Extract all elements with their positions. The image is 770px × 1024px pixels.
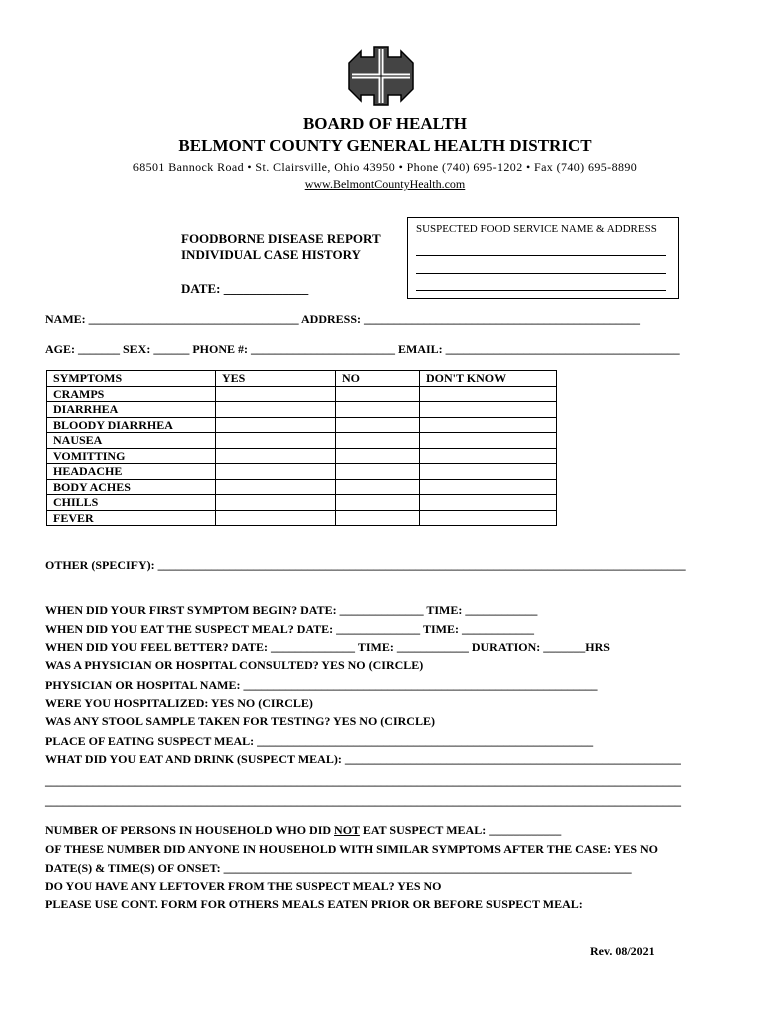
answer-cell[interactable] xyxy=(336,448,420,464)
answer-cell[interactable] xyxy=(336,417,420,433)
table-row xyxy=(47,510,557,526)
column-header: SYMPTOMS xyxy=(47,371,216,387)
answer-cell[interactable] xyxy=(216,495,336,511)
symptom-label: CHILLS xyxy=(47,495,216,511)
suspected-food-service-label: SUSPECTED FOOD SERVICE NAME & ADDRESS xyxy=(416,223,657,235)
column-header: YES xyxy=(216,371,336,387)
answer-cell[interactable] xyxy=(420,402,557,418)
column-header: DON'T KNOW xyxy=(420,371,557,387)
answer-cell[interactable] xyxy=(336,386,420,402)
revision-label: Rev. 08/2021 xyxy=(590,944,655,958)
symptom-label: NAUSEA xyxy=(47,433,216,449)
feel-better-question[interactable]: WHEN DID YOU FEEL BETTER? DATE: ______________ TIME: ____________ DURATION: _______HRS xyxy=(45,640,610,654)
answer-cell[interactable] xyxy=(420,479,557,495)
table-row xyxy=(47,402,557,418)
report-subtitle: INDIVIDUAL CASE HISTORY xyxy=(181,247,361,262)
suspect-meal-time-question[interactable]: WHEN DID YOU EAT THE SUSPECT MEAL? DATE: ______________ TIME: ____________ xyxy=(45,622,534,636)
household-symptoms-question[interactable]: OF THESE NUMBER DID ANYONE IN HOUSEHOLD WITH SIMILAR SYMPTOMS AFTER THE CASE: YES NO xyxy=(45,842,659,856)
place-of-eating-field[interactable]: PLACE OF EATING SUSPECT MEAL: ________________________________________________________ xyxy=(45,734,594,748)
symptom-label: DIARRHEA xyxy=(47,402,216,418)
symptoms-table xyxy=(46,370,557,526)
symptom-label: BODY ACHES xyxy=(47,479,216,495)
table-row xyxy=(47,417,557,433)
column-header: NO xyxy=(336,371,420,387)
answer-cell[interactable] xyxy=(420,510,557,526)
answer-cell[interactable] xyxy=(216,464,336,480)
age-sex-phone-email-field[interactable]: AGE: _______ SEX: ______ PHONE #: ________________________ EMAIL: _______________________________________ xyxy=(45,342,680,356)
not-emphasis: NOT xyxy=(334,823,360,837)
answer-cell[interactable] xyxy=(216,386,336,402)
table-header-row xyxy=(47,371,557,387)
household-not-eat-label: NUMBER OF PERSONS IN HOUSEHOLD WHO DID xyxy=(45,823,335,837)
answer-cell[interactable] xyxy=(420,433,557,449)
symptom-label: CRAMPS xyxy=(47,386,216,402)
district-title: BELMONT COUNTY GENERAL HEALTH DISTRICT xyxy=(178,136,592,155)
answer-cell[interactable] xyxy=(336,464,420,480)
answer-cell[interactable] xyxy=(216,510,336,526)
answer-cell[interactable] xyxy=(420,448,557,464)
symptom-label: BLOODY DIARRHEA xyxy=(47,417,216,433)
household-not-eat-field[interactable] xyxy=(45,823,561,838)
blank-line[interactable]: __________________________________________________________________________________________________________ xyxy=(45,794,681,808)
suspect-address-line[interactable] xyxy=(416,290,666,291)
website-link[interactable]: www.BelmontCountyHealth.com xyxy=(304,177,466,191)
table-row xyxy=(47,464,557,480)
table-row xyxy=(47,448,557,464)
physician-consulted-question[interactable]: WAS A PHYSICIAN OR HOSPITAL CONSULTED? YES NO (CIRCLE) xyxy=(45,658,424,672)
suspected-food-service-box xyxy=(407,217,679,299)
answer-cell[interactable] xyxy=(420,417,557,433)
date-field[interactable]: DATE: _____________ xyxy=(181,281,309,296)
suspect-address-line[interactable] xyxy=(416,255,666,256)
answer-cell[interactable] xyxy=(420,495,557,511)
contact-info: 68501 Bannock Road • St. Clairsville, Ohio 43950 • Phone (740) 695-1202 • Fax (740) 695-8890 xyxy=(132,160,638,174)
first-symptom-question[interactable]: WHEN DID YOUR FIRST SYMPTOM BEGIN? DATE: ______________ TIME: ____________ xyxy=(45,603,538,617)
answer-cell[interactable] xyxy=(216,402,336,418)
suspect-meal-items-field[interactable]: WHAT DID YOU EAT AND DRINK (SUSPECT MEAL): ________________________________________________________ xyxy=(45,752,681,766)
household-not-eat-blank: EAT SUSPECT MEAL: ____________ xyxy=(359,823,562,837)
table-row xyxy=(47,433,557,449)
table-row xyxy=(47,386,557,402)
symptom-label: HEADACHE xyxy=(47,464,216,480)
answer-cell[interactable] xyxy=(336,479,420,495)
answer-cell[interactable] xyxy=(216,433,336,449)
answer-cell[interactable] xyxy=(336,495,420,511)
answer-cell[interactable] xyxy=(420,386,557,402)
blank-line[interactable]: __________________________________________________________________________________________________________ xyxy=(45,774,681,788)
table-row xyxy=(47,479,557,495)
answer-cell[interactable] xyxy=(336,510,420,526)
answer-cell[interactable] xyxy=(420,464,557,480)
other-specify-field[interactable]: OTHER (SPECIFY): ________________________________________________________________________________________ xyxy=(45,558,686,572)
health-district-logo-icon xyxy=(347,45,415,107)
physician-name-field[interactable]: PHYSICIAN OR HOSPITAL NAME: ___________________________________________________________ xyxy=(45,678,598,692)
board-title: BOARD OF HEALTH xyxy=(302,114,468,133)
answer-cell[interactable] xyxy=(336,433,420,449)
answer-cell[interactable] xyxy=(336,402,420,418)
answer-cell[interactable] xyxy=(216,479,336,495)
symptom-label: FEVER xyxy=(47,510,216,526)
name-address-field[interactable]: NAME: ___________________________________ ADDRESS: ______________________________________________ xyxy=(45,312,641,326)
leftover-question[interactable]: DO YOU HAVE ANY LEFTOVER FROM THE SUSPECT MEAL? YES NO xyxy=(45,879,442,893)
report-title: FOODBORNE DISEASE REPORT xyxy=(181,231,381,246)
symptom-label: VOMITTING xyxy=(47,448,216,464)
hospitalized-question[interactable]: WERE YOU HOSPITALIZED: YES NO (CIRCLE) xyxy=(45,696,313,710)
continuation-instruction: PLEASE USE CONT. FORM FOR OTHERS MEALS EATEN PRIOR OR BEFORE SUSPECT MEAL: xyxy=(45,897,583,911)
answer-cell[interactable] xyxy=(216,448,336,464)
answer-cell[interactable] xyxy=(216,417,336,433)
onset-field[interactable]: DATE(S) & TIME(S) OF ONSET: ____________________________________________________________________ xyxy=(45,861,632,875)
table-row xyxy=(47,495,557,511)
stool-sample-question[interactable]: WAS ANY STOOL SAMPLE TAKEN FOR TESTING? YES NO (CIRCLE) xyxy=(45,714,435,728)
suspect-address-line[interactable] xyxy=(416,273,666,274)
